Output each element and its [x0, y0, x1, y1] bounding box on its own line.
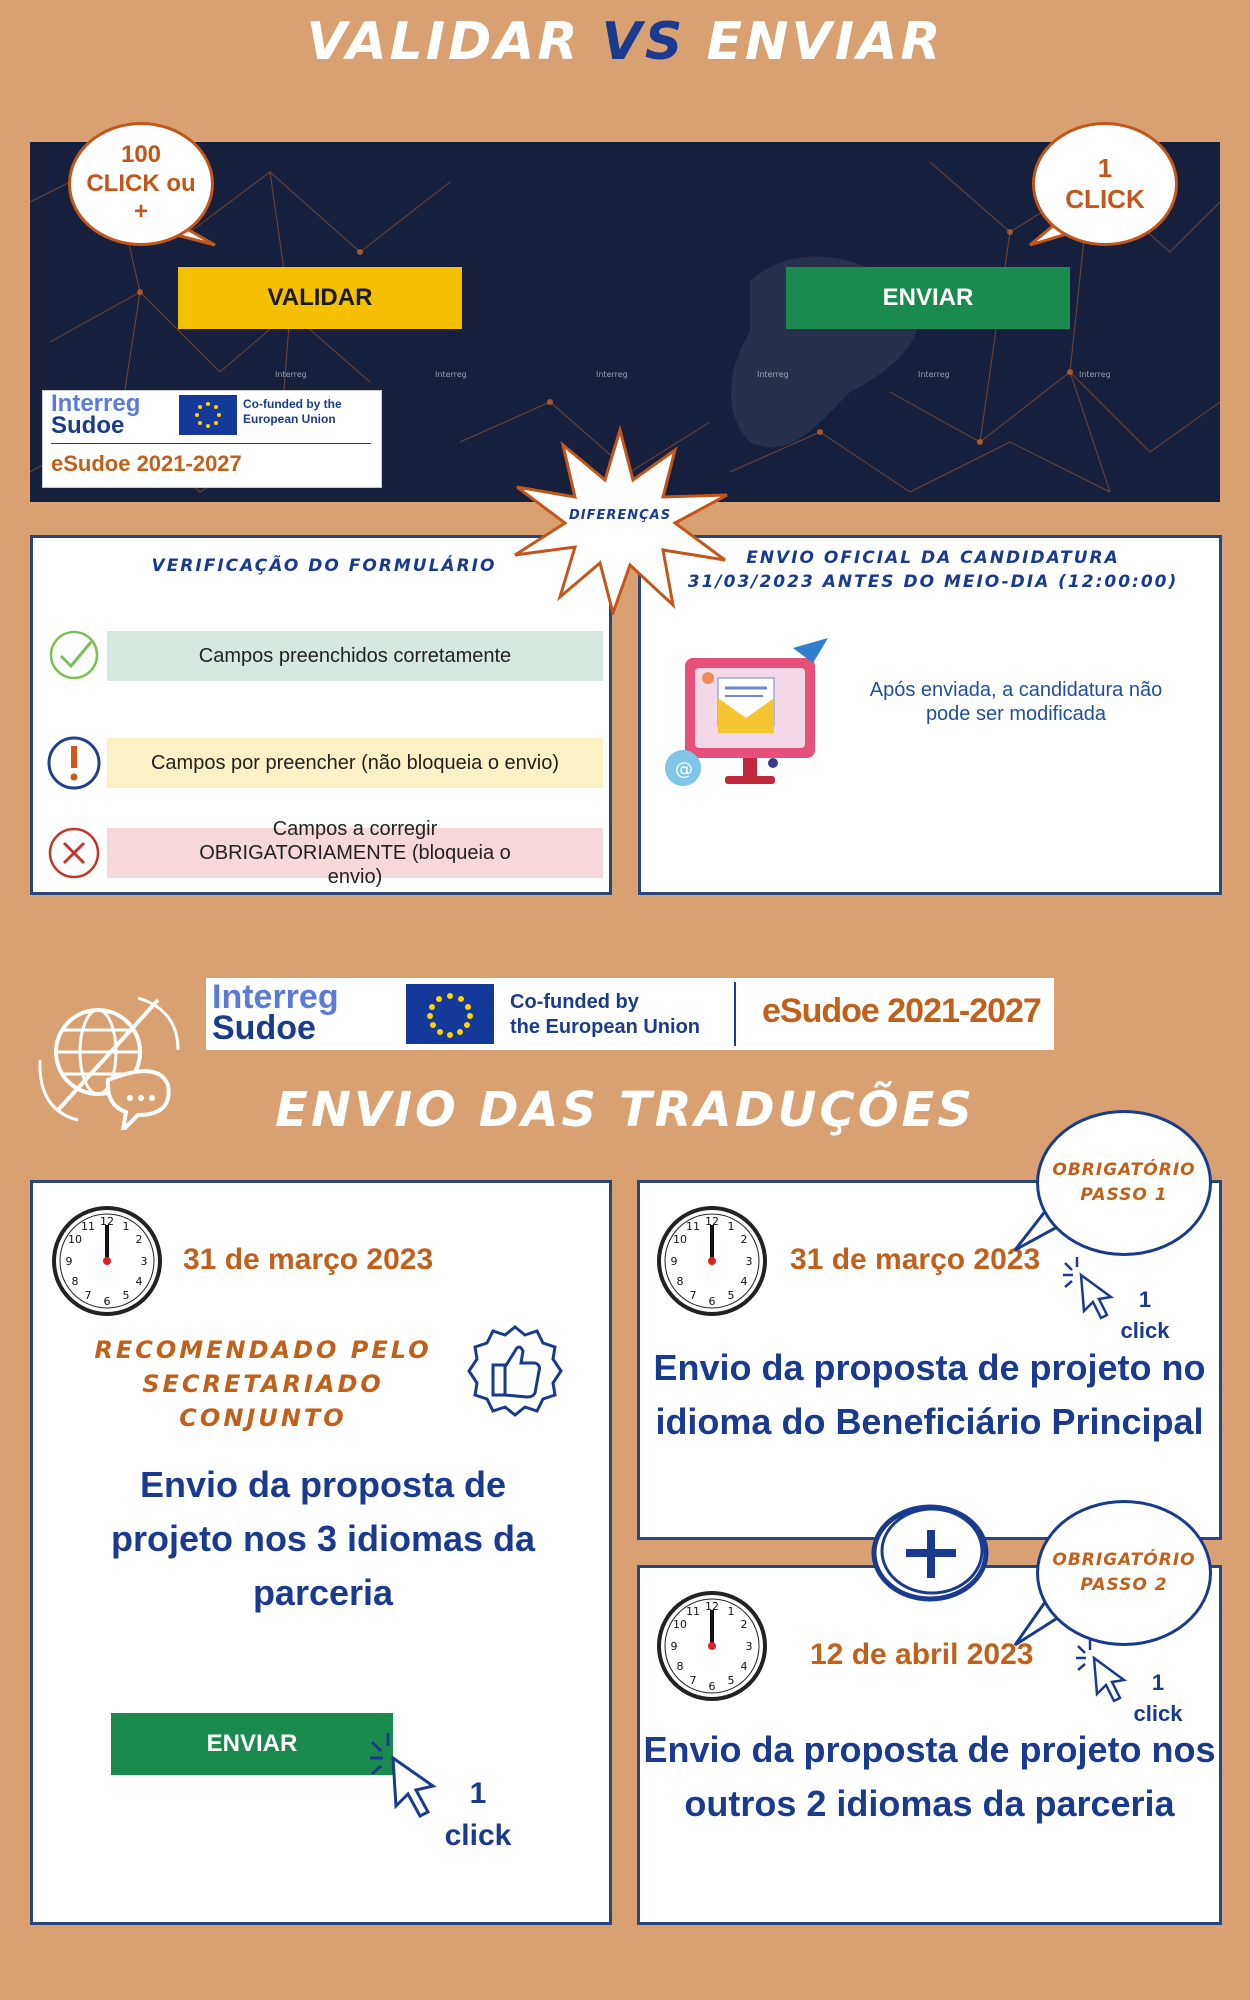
- step2-click-word: click: [1133, 1700, 1183, 1726]
- step2-click-num: 1: [1151, 1670, 1165, 1695]
- svg-text:Interreg: Interreg: [757, 370, 789, 379]
- title-vs: VS: [601, 12, 686, 72]
- svg-text:8: 8: [676, 1275, 684, 1288]
- svg-text:1: 1: [727, 1605, 735, 1618]
- option-all-click-label: [438, 1773, 518, 1857]
- step1-click-num: 1: [1138, 1287, 1152, 1312]
- sudoe-wordmark: Sudoe: [51, 412, 125, 439]
- recommended-line-2: SECRETARIADO CONJUNTO: [142, 1370, 384, 1432]
- svg-text:@: @: [675, 759, 693, 780]
- svg-text:7: 7: [689, 1289, 697, 1302]
- step1-bubble-line-2: PASSO 1: [1080, 1185, 1168, 1205]
- svg-text:4: 4: [740, 1275, 748, 1288]
- title-validar: VALIDAR: [306, 12, 581, 72]
- click-count-bubble-right: 1 CLICK: [1032, 122, 1178, 246]
- send-note: Após enviada, a candidatura não pode ser modificada: [869, 679, 1163, 725]
- svg-text:Interreg: Interreg: [1079, 370, 1111, 379]
- step2-bubble-line-2: PASSO 2: [1080, 1575, 1168, 1595]
- svg-text:12: 12: [705, 1215, 719, 1228]
- svg-text:11: 11: [686, 1220, 700, 1233]
- logo-bar-eu-flag-icon: [406, 984, 494, 1044]
- option-all-languages-panel: [30, 1180, 612, 1925]
- step2-bubble-line-1: OBRIGATÓRIO: [1052, 1549, 1196, 1570]
- logo-bar-sudoe: Sudoe: [212, 1009, 316, 1047]
- validate-panel-heading: VERIFICAÇÃO DO FORMULÁRIO: [151, 556, 497, 576]
- step2-click-label: [1128, 1668, 1188, 1730]
- clock-icon: [656, 1590, 768, 1702]
- validation-row-ok: Campos preenchidos corretamente: [107, 631, 603, 681]
- exclamation-icon: [45, 734, 103, 792]
- svg-text:Interreg: Interreg: [275, 370, 307, 379]
- step1-bubble-line-1: OBRIGATÓRIO: [1052, 1159, 1196, 1180]
- svg-text:12: 12: [705, 1600, 719, 1613]
- validation-row-error: Campos a corregir OBRIGATORIAMENTE (bloqueia o envio): [107, 828, 603, 878]
- svg-text:Interreg: Interreg: [918, 370, 950, 379]
- svg-text:8: 8: [676, 1660, 684, 1673]
- svg-text:1: 1: [727, 1220, 735, 1233]
- clock-icon: [51, 1205, 163, 1317]
- svg-text:10: 10: [68, 1233, 82, 1246]
- svg-text:5: 5: [727, 1289, 735, 1302]
- step1-required-bubble: [1036, 1110, 1212, 1256]
- svg-text:7: 7: [84, 1289, 92, 1302]
- svg-text:11: 11: [686, 1605, 700, 1618]
- step1-click-word: click: [1120, 1317, 1170, 1343]
- eu-flag-icon: [179, 395, 237, 435]
- step2-required-bubble: [1036, 1500, 1212, 1646]
- svg-text:4: 4: [135, 1275, 143, 1288]
- svg-text:10: 10: [673, 1618, 687, 1631]
- step2-description: Envio da proposta de projeto nos outros 2 idiomas da parceria: [643, 1729, 1216, 1824]
- step2-date: 12 de abril 2023: [810, 1638, 1034, 1671]
- plus-circle-icon: [866, 1498, 996, 1608]
- send-panel-heading-2: 31/03/2023 ANTES DO MEIO-DIA (12:00:00): [687, 572, 1179, 592]
- svg-text:4: 4: [740, 1660, 748, 1673]
- svg-text:3: 3: [745, 1255, 753, 1268]
- svg-text:10: 10: [673, 1233, 687, 1246]
- banner-logo: [42, 390, 382, 488]
- logo-bar-interreg: Interreg: [212, 978, 339, 1016]
- recommended-line-1: RECOMENDADO PELO: [94, 1336, 432, 1364]
- check-icon: [47, 628, 101, 682]
- logo-bar-cofunded-2: the European Union: [510, 1016, 700, 1038]
- x-icon: [45, 824, 103, 882]
- svg-text:3: 3: [140, 1255, 148, 1268]
- svg-text:5: 5: [122, 1289, 130, 1302]
- step1-click-label: [1115, 1285, 1175, 1347]
- svg-text:Interreg: Interreg: [596, 370, 628, 379]
- validate-button[interactable]: VALIDAR: [178, 267, 462, 329]
- option-all-send-button[interactable]: ENVIAR: [111, 1713, 393, 1775]
- svg-text:Interreg: Interreg: [435, 370, 467, 379]
- step1-date: 31 de março 2023: [790, 1243, 1041, 1276]
- email-computer-illustration: [663, 638, 843, 798]
- interreg-wordmark: Interreg: [51, 390, 141, 417]
- svg-text:6: 6: [708, 1295, 716, 1308]
- validation-row-warning: Campos por preencher (não bloqueia o envio): [107, 738, 603, 788]
- option-all-description: Envio da proposta de projeto nos 3 idiomas da parceria: [110, 1464, 536, 1613]
- esudoe-logo-bar: [206, 978, 1054, 1050]
- svg-text:3: 3: [745, 1640, 753, 1653]
- page-title: [0, 12, 1250, 72]
- send-panel-heading-1: ENVIO OFICIAL DA CANDIDATURA: [746, 548, 1120, 568]
- svg-text:2: 2: [740, 1233, 748, 1246]
- logo-bar-program: eSudoe 2021-2027: [762, 992, 1041, 1030]
- option-all-date: 31 de março 2023: [183, 1243, 434, 1276]
- svg-text:2: 2: [740, 1618, 748, 1631]
- send-button[interactable]: ENVIAR: [786, 267, 1070, 329]
- diferencas-label: DIFERENÇAS: [568, 508, 672, 523]
- svg-text:1: 1: [122, 1220, 130, 1233]
- svg-text:11: 11: [81, 1220, 95, 1233]
- recommended-label: [83, 1333, 443, 1435]
- svg-text:8: 8: [71, 1275, 79, 1288]
- cofunded-text: Co-funded by the European Union: [243, 397, 342, 426]
- svg-text:6: 6: [708, 1680, 716, 1693]
- option-all-click-num: 1: [469, 1777, 487, 1810]
- svg-text:5: 5: [727, 1674, 735, 1687]
- click-count-bubble-left: 100 CLICK ou +: [68, 122, 214, 246]
- clock-icon: [656, 1205, 768, 1317]
- thumbs-up-icon: [465, 1321, 565, 1421]
- title-enviar: ENVIAR: [706, 12, 944, 72]
- step1-description: Envio da proposta de projeto no idioma do Beneficiário Principal: [653, 1347, 1206, 1442]
- svg-text:6: 6: [103, 1295, 111, 1308]
- svg-text:7: 7: [689, 1674, 697, 1687]
- svg-text:2: 2: [135, 1233, 143, 1246]
- logo-bar-cofunded-1: Co-funded by: [510, 991, 639, 1013]
- option-all-click-word: click: [444, 1819, 512, 1852]
- svg-text:9: 9: [65, 1255, 73, 1268]
- svg-text:9: 9: [670, 1255, 678, 1268]
- svg-text:12: 12: [100, 1215, 114, 1228]
- translations-title: ENVIO DAS TRADUÇÕES: [275, 1082, 975, 1138]
- svg-text:9: 9: [670, 1640, 678, 1653]
- esudoe-program-label: eSudoe 2021-2027: [51, 451, 242, 476]
